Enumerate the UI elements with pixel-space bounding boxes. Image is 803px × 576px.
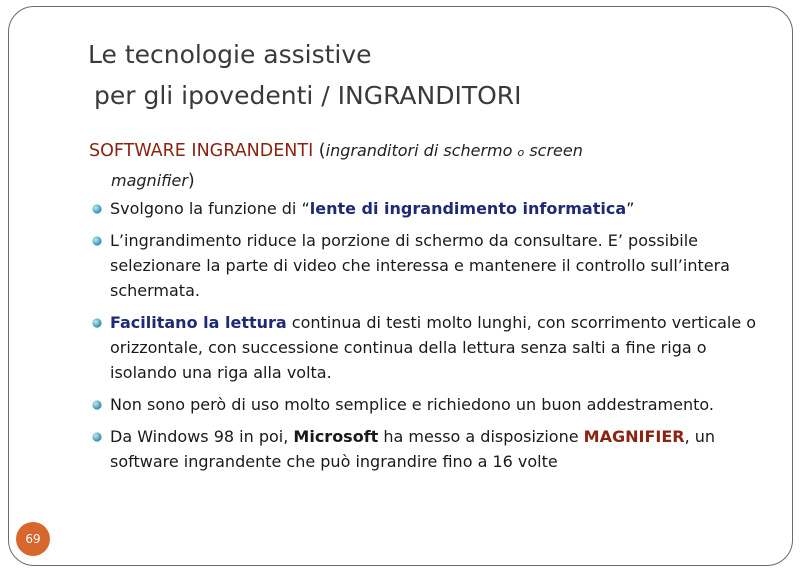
bullet-icon bbox=[92, 432, 102, 442]
subtitle-italic-2: screen bbox=[524, 141, 583, 160]
bullet-3-text: continua di testi molto lunghi, con scorrimento verticale o orizzontale, con successione continua della lettura senza salti a fine riga o isolando una riga alla volta. bbox=[110, 313, 757, 382]
subtitle-italic-3: magnifier bbox=[111, 171, 188, 190]
list-item bbox=[92, 310, 772, 385]
bullet-icon bbox=[92, 236, 102, 246]
subtitle-continuation bbox=[89, 164, 769, 198]
list-item bbox=[92, 196, 772, 221]
bullet-1-highlight: lente di ingrandimento informatica bbox=[309, 199, 627, 218]
bullet-5-text-e: , un software ingrandente che può ingrandire fino a 16 volte bbox=[110, 427, 716, 471]
bullet-5-magnifier: MAGNIFIER bbox=[583, 427, 685, 446]
bullet-3-highlight: Facilitano la lettura bbox=[110, 313, 287, 332]
bullet-icon bbox=[92, 318, 102, 328]
bullet-list bbox=[92, 196, 772, 481]
bullet-2-text: L’ingrandimento riduce la porzione di schermo da consultare. E’ possibile selezionare la parte di video che interessa e mantenere il controllo sull’intera schermata. bbox=[110, 231, 730, 300]
title-line-1: Le tecnologie assistive bbox=[88, 40, 372, 69]
page-number-badge: 69 bbox=[16, 522, 50, 556]
subtitle-main: SOFTWARE INGRANDENTI bbox=[89, 141, 314, 161]
subtitle-paren-open: ( bbox=[313, 141, 326, 161]
bullet-4-text: Non sono però di uso molto semplice e richiedono un buon addestramento. bbox=[110, 395, 714, 414]
subtitle-small-o: o bbox=[517, 146, 525, 159]
subtitle bbox=[89, 134, 769, 198]
list-item bbox=[92, 424, 772, 474]
subtitle-italic-1: ingranditori di schermo bbox=[325, 141, 518, 160]
title-line-2: per gli ipovedenti / INGRANDITORI bbox=[94, 81, 522, 110]
bullet-5-text-a: Da Windows 98 in poi, bbox=[110, 427, 294, 446]
bullet-1-end: ” bbox=[626, 199, 635, 218]
bullet-icon bbox=[92, 204, 102, 214]
slide-title bbox=[88, 34, 768, 116]
list-item bbox=[92, 392, 772, 417]
bullet-5-microsoft: Microsoft bbox=[293, 427, 379, 446]
list-item bbox=[92, 228, 772, 303]
subtitle-paren-close: ) bbox=[187, 171, 195, 191]
bullet-5-text-c: ha messo a disposizione bbox=[378, 427, 584, 446]
bullet-icon bbox=[92, 400, 102, 410]
bullet-1-text: Svolgono la funzione di “ bbox=[110, 199, 310, 218]
